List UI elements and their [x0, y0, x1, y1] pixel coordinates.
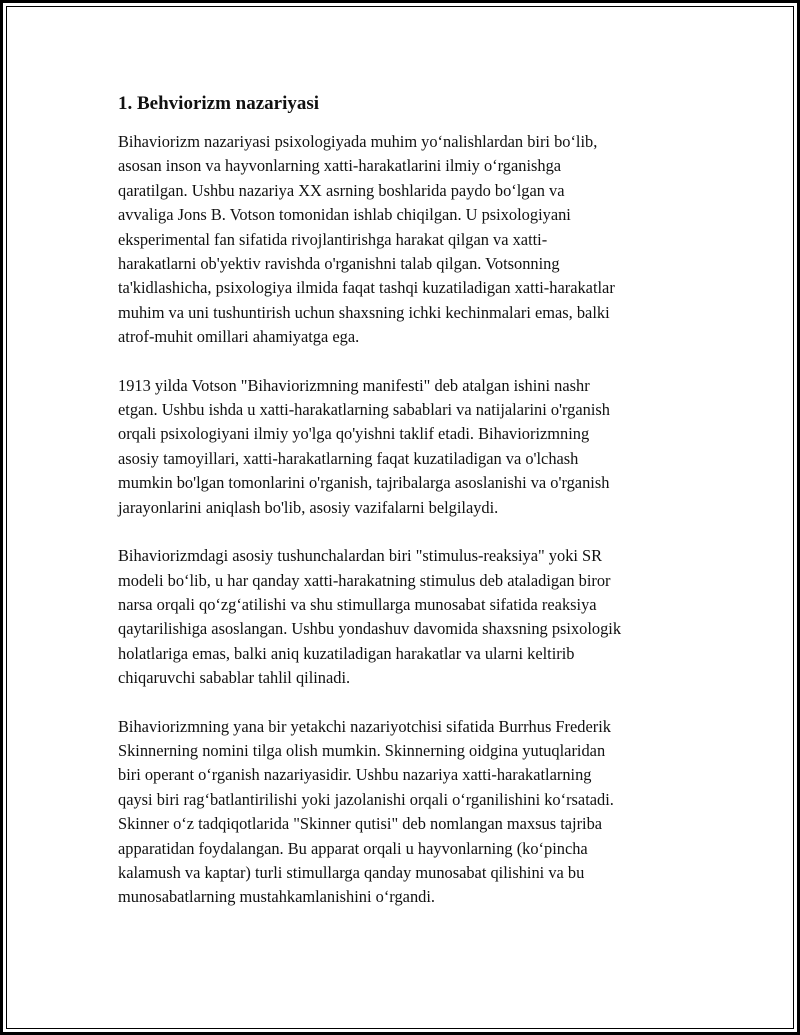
text-line: asosan inson va hayvonlarning xatti-harakatlarini ilmiy o‘rganishga: [118, 156, 562, 176]
text-line: kalamush va kaptar) turli stimullarga qanday munosabat qilishini va bu: [118, 862, 585, 882]
text-line: eksperimental fan sifatida rivojlantirishga harakat qilgan va xatti-: [118, 229, 548, 249]
text-line: etgan. Ushbu ishda u xatti-harakatlarning sabablari va natijalarini o'rganish: [118, 400, 610, 420]
text-line: munosabatlarning mustahkamlanishini o‘rgandi.: [118, 887, 435, 907]
text-line: 1913 yilda Votson "Bihaviorizmning manifesti" deb atalgan ishini nashr: [118, 375, 590, 395]
paragraph-4: [118, 715, 688, 910]
text-line: qaratilgan. Ushbu nazariya XX asrning boshlarida paydo bo‘lgan va: [118, 180, 565, 200]
text-line: Bihaviorizm nazariyasi psixologiyada muhim yo‘nalishlardan biri bo‘lib,: [118, 132, 598, 151]
text-line: muhim va uni tushuntirish uchun shaxsning ichki kechinmalari emas, balki: [118, 302, 610, 322]
text-line: biri operant o‘rganish nazariyasidir. Ushbu nazariya xatti-harakatlarning: [118, 765, 592, 785]
text-line: modeli bo‘lib, u har qanday xatti-harakatning stimulus deb ataladigan biror: [118, 570, 611, 590]
text-line: asosiy tamoyillari, xatti-harakatlarning faqat kuzatiladigan va o'lchash: [118, 448, 579, 468]
text-line: apparatidan foydalangan. Bu apparat orqali u hayvonlarning (ko‘pincha: [118, 838, 588, 858]
text-line: avvaliga Jons B. Votson tomonidan ishlab chiqilgan. U psixologiyani: [118, 205, 571, 225]
text-line: narsa orqali qo‘zg‘atilishi va shu stimullarga munosabat sifatida reaksiya: [118, 594, 597, 614]
text-line: Bihaviorizmdagi asosiy tushunchalardan biri "stimulus-reaksiya" yoki SR: [118, 546, 603, 566]
text-line: chiqaruvchi sabablar tahlil qilinadi.: [118, 668, 351, 688]
text-line: holatlariga emas, balki aniq kuzatiladigan harakatlar va ularni keltirib: [118, 643, 575, 663]
text-line: ta'kidlashicha, psixologiya ilmida faqat tashqi kuzatiladigan xatti-harakatlar: [118, 278, 615, 298]
text-line: atrof-muhit omillari ahamiyatga ega.: [118, 327, 360, 347]
text-line: qaytarilishiga asoslangan. Ushbu yondashuv davomida shaxsning psixologik: [118, 619, 622, 639]
paragraph-1: [118, 130, 688, 350]
section-heading: 1. Behviorizm nazariyasi: [118, 93, 320, 114]
text-line: Bihaviorizmning yana bir yetakchi nazariyotchisi sifatida Burrhus Frederik: [118, 716, 611, 736]
text-line: mumkin bo'lgan tomonlarini o'rganish, tajribalarga asoslanishi va o'rganish: [118, 473, 610, 493]
text-line: Skinner o‘z tadqiqotlarida "Skinner qutisi" deb nomlangan maxsus tajriba: [118, 814, 603, 834]
paragraph-2: [118, 374, 688, 520]
text-line: harakatlarni ob'yektiv ravishda o'rganishni talab qilgan. Votsonning: [118, 254, 560, 274]
paragraph-3: [118, 544, 688, 690]
text-line: orqali psixologiyani ilmiy yo'lga qo'yishni taklif etadi. Bihaviorizmning: [118, 424, 590, 444]
document-body: [118, 92, 688, 934]
text-line: Skinnerning nomini tilga olish mumkin. Skinnerning oidgina yutuqlaridan: [118, 740, 606, 760]
text-line: jarayonlarini aniqlash bo'lib, asosiy vazifalarni belgilaydi.: [118, 497, 499, 517]
text-line: qaysi biri rag‘batlantirilishi yoki jazolanishi orqali o‘rganilishini ko‘rsatadi.: [118, 789, 614, 809]
